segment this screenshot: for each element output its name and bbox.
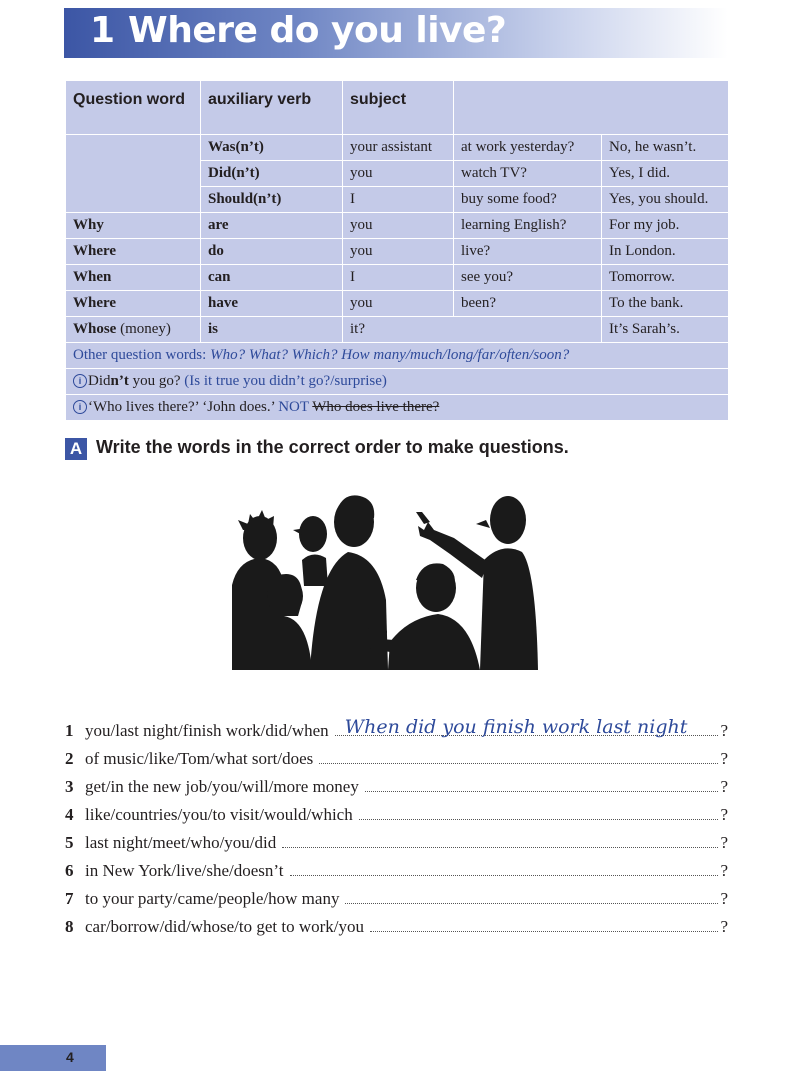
other-words-label: Other question words: <box>73 347 207 363</box>
list-item <box>65 797 728 825</box>
rest-cell: see you? <box>454 265 602 291</box>
question-mark: ? <box>720 749 728 768</box>
question-mark: ? <box>720 917 728 936</box>
item-number: 8 <box>65 917 74 936</box>
answer-cell: Yes, you should. <box>602 187 729 213</box>
question-mark: ? <box>720 889 728 908</box>
table-row <box>66 291 729 317</box>
handwritten-answer: When did you finish work last night <box>344 716 688 738</box>
page-title: Where do you live? <box>128 10 507 51</box>
subject-cell: your assistant <box>343 135 454 161</box>
answer-line[interactable] <box>319 745 718 764</box>
item-number: 3 <box>65 777 74 796</box>
list-item <box>65 825 728 853</box>
rest-cell: been? <box>454 291 602 317</box>
info-icon: i <box>73 374 87 388</box>
answer-line[interactable] <box>365 773 719 792</box>
question-word: Whose <box>73 321 117 337</box>
header-question-word: Question word <box>66 81 201 135</box>
rest-cell: at work yesterday? <box>454 135 602 161</box>
answer-cell: No, he wasn’t. <box>602 135 729 161</box>
note-row-negative <box>66 369 729 395</box>
list-item <box>65 881 728 909</box>
subject-cell: I <box>343 265 454 291</box>
question-word-extra: (money) <box>120 321 171 337</box>
item-prompt: of music/like/Tom/what sort/does <box>85 749 314 768</box>
header-empty <box>454 81 729 135</box>
table-row <box>66 213 729 239</box>
item-prompt: in New York/live/she/doesn’t <box>85 861 284 880</box>
question-word-cell-empty <box>66 135 201 213</box>
question-mark: ? <box>720 721 728 740</box>
note-wrong-example: Who does live there? <box>312 399 440 415</box>
note-not-label: NOT <box>278 399 309 415</box>
item-number: 2 <box>65 749 74 768</box>
note-example-bold: n’t <box>110 373 129 389</box>
subject-cell: you <box>343 161 454 187</box>
rest-cell: learning English? <box>454 213 602 239</box>
table-header-row <box>66 81 729 135</box>
item-number: 6 <box>65 861 74 880</box>
answer-cell: Tomorrow. <box>602 265 729 291</box>
answer-line[interactable] <box>370 913 718 932</box>
rest-cell: buy some food? <box>454 187 602 213</box>
aux-cell: can <box>201 265 343 291</box>
question-word-cell: When <box>66 265 201 291</box>
answer-cell: To the bank. <box>602 291 729 317</box>
note-row-subject-question <box>66 395 729 421</box>
aux-cell: have <box>201 291 343 317</box>
table-row <box>66 317 729 343</box>
item-number: 4 <box>65 805 74 824</box>
other-words-list: Who? What? Which? How many/much/long/far/often/soon? <box>210 347 570 363</box>
answer-line[interactable] <box>359 801 719 820</box>
page-number-bar <box>0 1045 106 1071</box>
answer-line[interactable] <box>345 885 718 904</box>
exercise-items-list <box>65 713 728 937</box>
answer-line[interactable] <box>282 829 718 848</box>
answer-cell: Yes, I did. <box>602 161 729 187</box>
item-prompt: you/last night/finish work/did/when <box>85 721 329 740</box>
question-mark: ? <box>720 861 728 880</box>
item-prompt: last night/meet/who/you/did <box>85 833 277 852</box>
note-example-pre: Did <box>88 373 111 389</box>
page-number: 4 <box>66 1049 74 1065</box>
question-word-cell: Where <box>66 291 201 317</box>
unit-number: 1 <box>90 10 116 51</box>
header-auxiliary-verb: auxiliary verb <box>201 81 343 135</box>
item-prompt: to your party/came/people/how many <box>85 889 340 908</box>
note-subject-example: ‘Who lives there?’ ‘John does.’ <box>88 399 275 415</box>
list-item <box>65 769 728 797</box>
subject-cell: you <box>343 213 454 239</box>
answer-cell: In London. <box>602 239 729 265</box>
question-word-cell <box>66 317 201 343</box>
table-row <box>66 239 729 265</box>
subject-cell: you <box>343 291 454 317</box>
list-item <box>65 713 728 741</box>
aux-cell: Did(n’t) <box>201 161 343 187</box>
aux-cell: Should(n’t) <box>201 187 343 213</box>
exercise-letter-badge: A <box>65 438 87 460</box>
people-silhouette-illustration <box>218 490 558 690</box>
item-prompt: like/countries/you/to visit/would/which <box>85 805 353 824</box>
subject-cell: you <box>343 239 454 265</box>
question-word-cell: Why <box>66 213 201 239</box>
answer-cell: For my job. <box>602 213 729 239</box>
list-item <box>65 909 728 937</box>
item-number: 5 <box>65 833 74 852</box>
list-item <box>65 741 728 769</box>
answer-line[interactable] <box>335 717 719 736</box>
note-example-post: you go? <box>128 373 181 389</box>
aux-cell: Was(n’t) <box>201 135 343 161</box>
list-item <box>65 853 728 881</box>
grammar-table <box>65 80 729 421</box>
info-icon: i <box>73 400 87 414</box>
answer-line[interactable] <box>290 857 719 876</box>
exercise-instruction: Write the words in the correct order to make questions. <box>96 437 569 457</box>
table-row <box>66 135 729 161</box>
note-explanation: (Is it true you didn’t go?/surprise) <box>184 373 387 389</box>
table-row <box>66 265 729 291</box>
note-row-other-words <box>66 343 729 369</box>
aux-cell: do <box>201 239 343 265</box>
rest-cell: watch TV? <box>454 161 602 187</box>
question-mark: ? <box>720 805 728 824</box>
item-prompt: get/in the new job/you/will/more money <box>85 777 359 796</box>
question-mark: ? <box>720 833 728 852</box>
aux-cell: is <box>201 317 343 343</box>
aux-cell: are <box>201 213 343 239</box>
answer-cell: It’s Sarah’s. <box>602 317 729 343</box>
question-mark: ? <box>720 777 728 796</box>
header-subject: subject <box>343 81 454 135</box>
subject-cell: I <box>343 187 454 213</box>
item-prompt: car/borrow/did/whose/to get to work/you <box>85 917 365 936</box>
item-number: 1 <box>65 721 74 740</box>
question-word-cell: Where <box>66 239 201 265</box>
rest-cell: live? <box>454 239 602 265</box>
subject-cell: it? <box>343 317 602 343</box>
item-number: 7 <box>65 889 74 908</box>
